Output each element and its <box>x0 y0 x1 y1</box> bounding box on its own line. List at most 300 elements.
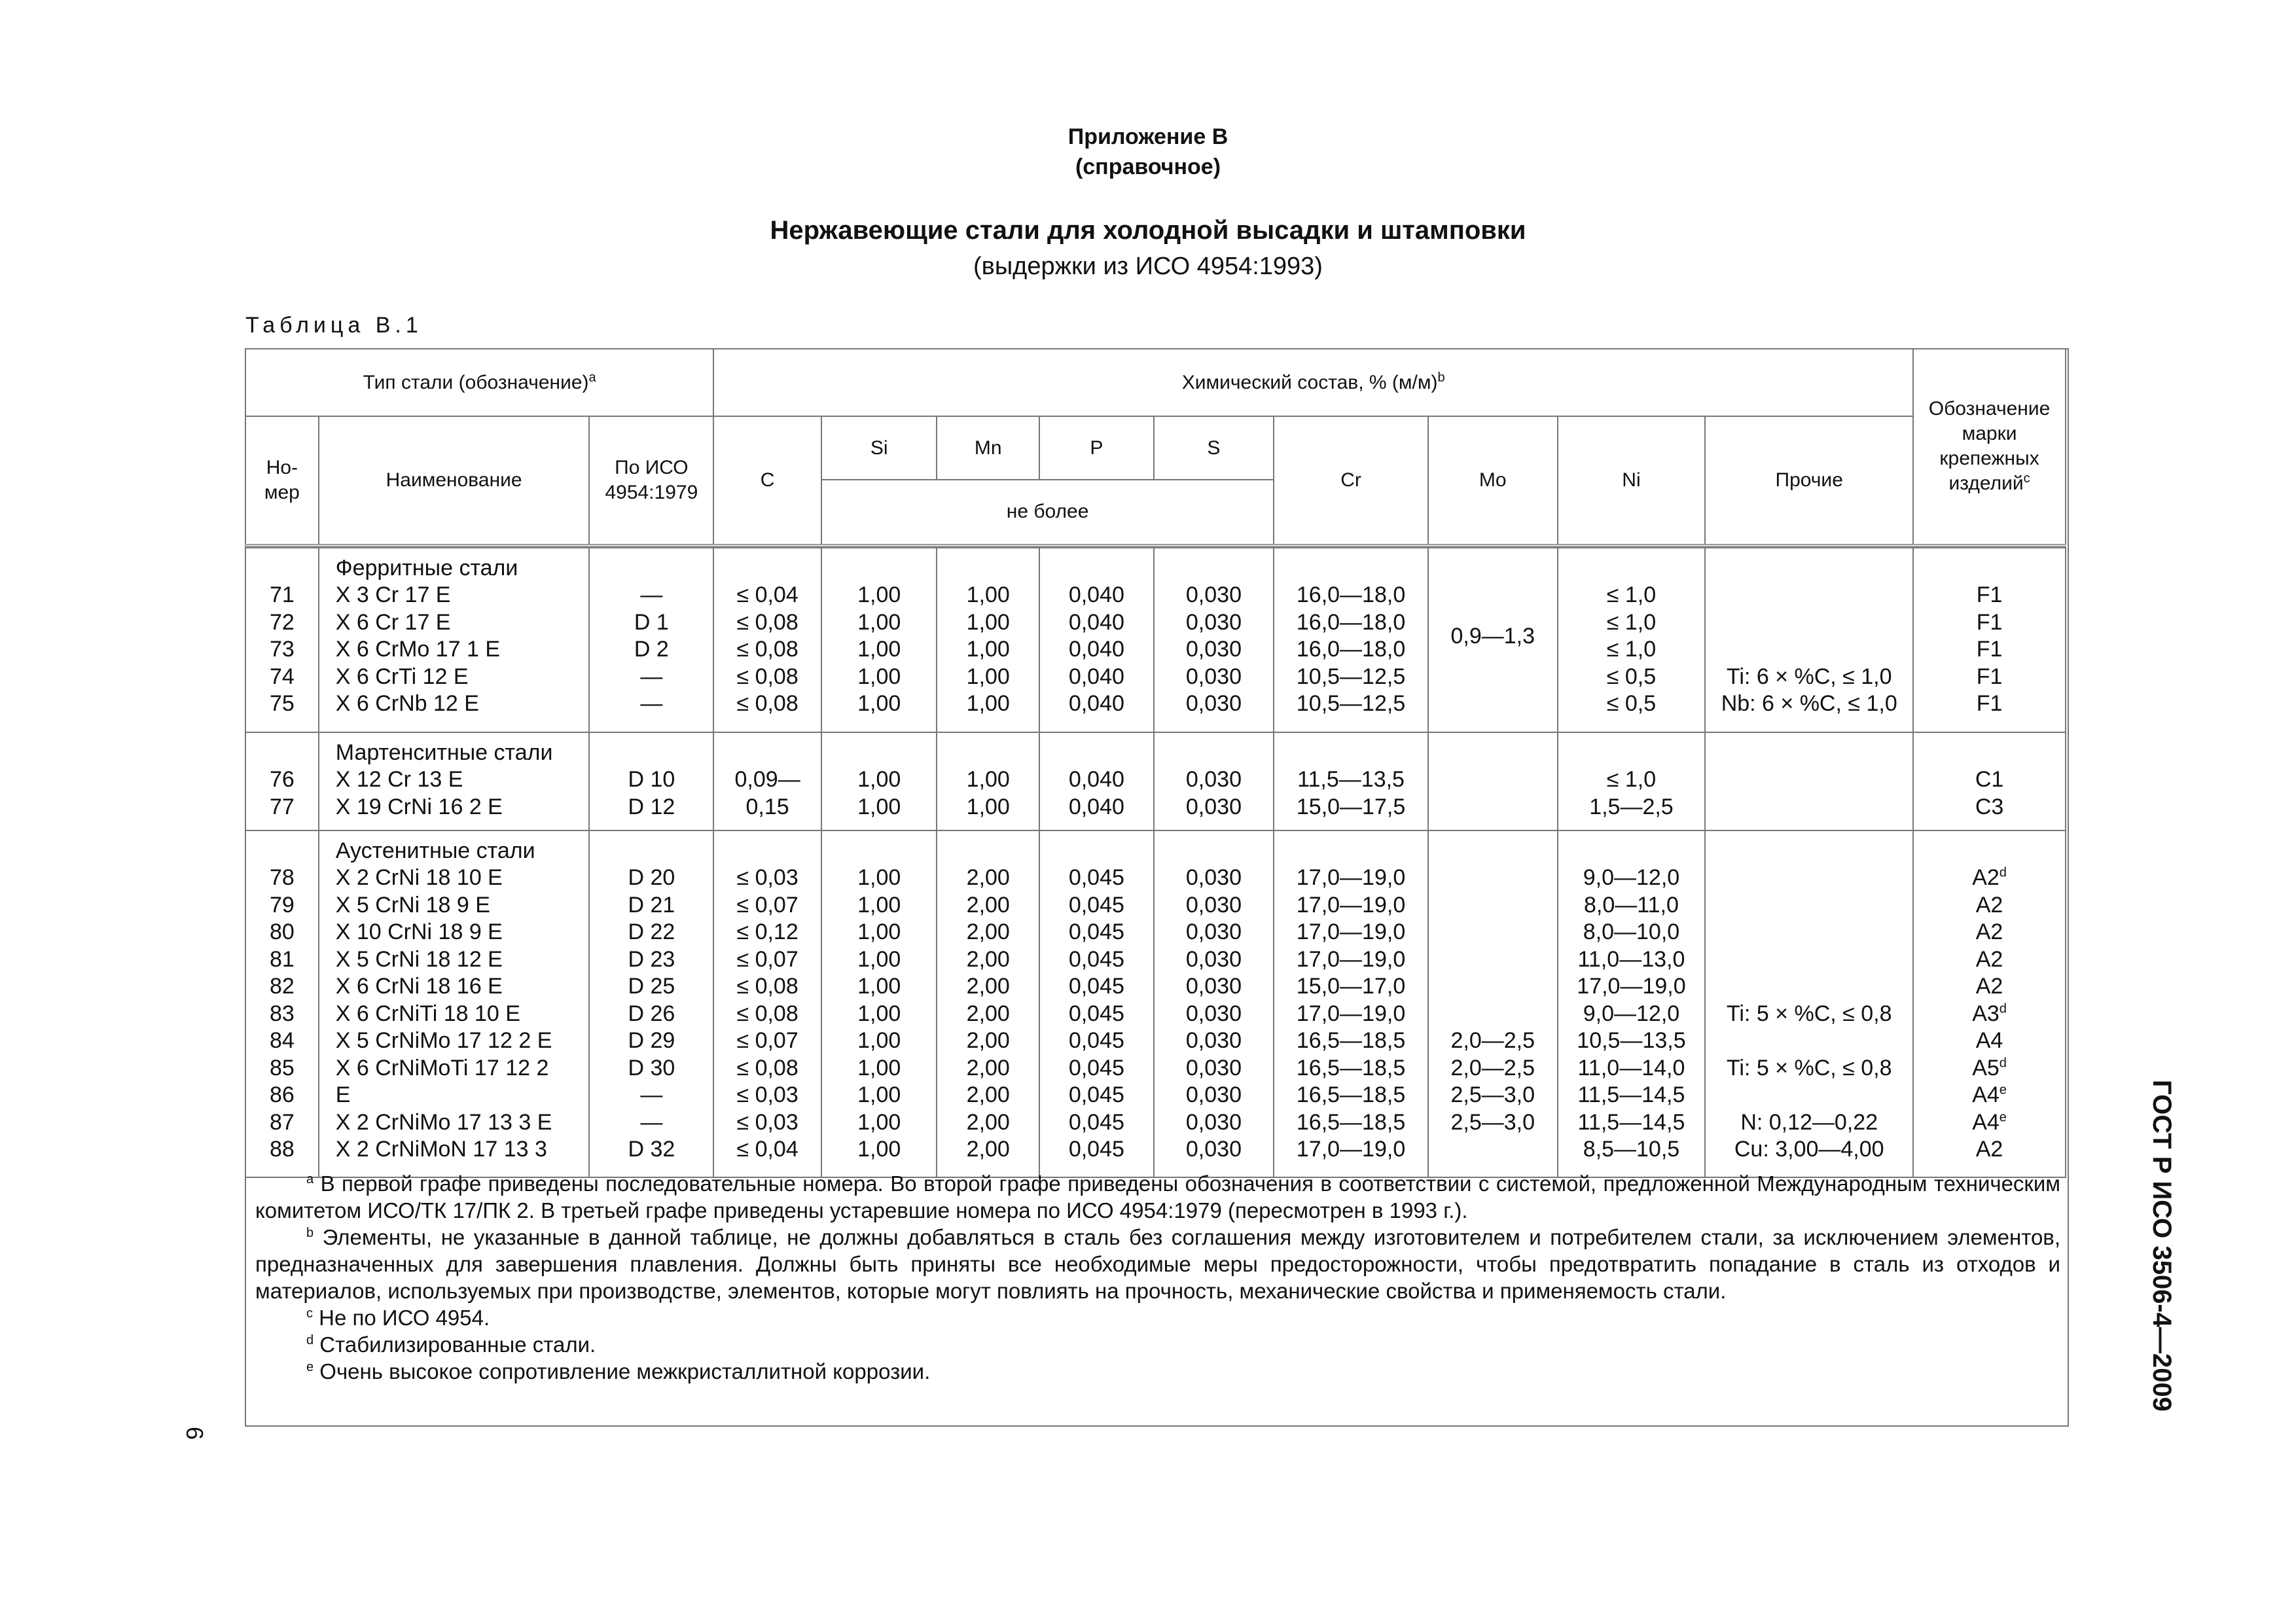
col-cr <box>1274 548 1428 732</box>
cell-mn: 1,00 <box>966 637 1010 662</box>
cell-ni: 10,5—13,5 <box>1577 1028 1686 1053</box>
cell-si: 1,00 <box>857 767 901 792</box>
col-iso <box>589 732 713 830</box>
cell-ni: 11,0—14,0 <box>1577 1055 1685 1080</box>
si-header: Si <box>821 416 937 480</box>
cell-c: ≤ 0,08 <box>736 609 798 635</box>
cell-cr: 16,5—18,5 <box>1296 1082 1406 1107</box>
ni-header: Ni <box>1558 416 1706 545</box>
footnote-text: В первой графе приведены последовательные номера. Во второй графе приведены обозначения в соответствии с системой, предложенной Международным техническим комитетом ИСО/ТК 17/ПК 2. В третьей графе приведены устаревшие номера по ИСО 4954:1979 (пересмотрен в 1993 г.). <box>255 1171 2060 1222</box>
col-mn <box>937 732 1039 830</box>
cell-s: 0,030 <box>1185 892 1242 918</box>
cell-name: E <box>335 1082 351 1107</box>
col-si <box>821 548 937 732</box>
cell-cr: 16,5—18,5 <box>1296 1028 1406 1053</box>
cell-mo <box>1429 892 1557 919</box>
cell-p: 0,040 <box>1068 767 1124 792</box>
document-title: Нержавеющие стали для холодной высадки и штамповки <box>770 216 1526 245</box>
cell-cr: 16,5—18,5 <box>1296 1109 1406 1135</box>
cell-iso: D 22 <box>628 919 675 944</box>
cell-p: 0,045 <box>1068 1055 1124 1080</box>
cell-other <box>1706 766 1912 794</box>
cell-ni: ≤ 1,0 <box>1606 637 1657 662</box>
group-title: Ферритные стали <box>335 555 518 580</box>
cell-other <box>1706 636 1912 664</box>
footnote-mark: e <box>306 1360 314 1374</box>
cell-mn: 2,00 <box>966 946 1010 972</box>
col-cr <box>1274 732 1428 830</box>
cell-p: 0,045 <box>1068 946 1124 972</box>
footnote-mark: a <box>306 1172 314 1186</box>
fastener-mark: A4 <box>1972 1109 2000 1135</box>
cell-mn: 2,00 <box>966 974 1010 999</box>
cell-num: 87 <box>269 1109 295 1135</box>
cell-c: ≤ 0,04 <box>736 1137 798 1162</box>
cell-cr: 15,0—17,0 <box>1296 974 1406 999</box>
cell-other: Nb: 6 × %C, ≤ 1,0 <box>1721 691 1897 716</box>
cell-other: Ti: 5 × %C, ≤ 0,8 <box>1726 1055 1892 1080</box>
cell-s: 0,030 <box>1185 637 1242 662</box>
chem-composition-header: Химический состав, % $(м/м)^b$ <box>713 349 1913 416</box>
fastener-mark: A4 <box>1975 1028 2003 1053</box>
cell-iso: D 26 <box>628 1001 675 1026</box>
cell-s: 0,030 <box>1185 974 1242 999</box>
cell-s: 0,030 <box>1185 664 1242 689</box>
cell-si: 1,00 <box>857 1055 901 1080</box>
cell-p: 0,045 <box>1068 1001 1124 1026</box>
cell-mn: 2,00 <box>966 919 1010 944</box>
iso-header: По ИСО 4954:1979 <box>589 416 713 545</box>
group-row <box>245 732 2066 830</box>
cell-name: X 2 CrNiMo 17 13 3 E <box>335 1109 552 1135</box>
cell-cr: 16,0—18,0 <box>1296 582 1406 607</box>
cell-s: 0,030 <box>1185 609 1242 635</box>
col-s <box>1154 548 1274 732</box>
cell-mo <box>1429 1001 1557 1028</box>
cell-si: 1,00 <box>857 794 901 819</box>
cell-s: 0,030 <box>1185 582 1242 607</box>
cell-mark <box>1914 1082 2065 1109</box>
cell-s: 0,030 <box>1185 946 1242 972</box>
cell-mn: 1,00 <box>966 767 1010 792</box>
cell-name: X 19 CrNi 16 2 E <box>335 794 503 819</box>
steel-type-header: Тип стали (обозначение)$^a$ <box>245 349 713 416</box>
cell-s: 0,030 <box>1185 1082 1242 1107</box>
cell-mn: 1,00 <box>966 691 1010 716</box>
cell-s: 0,030 <box>1185 1109 1242 1135</box>
cell-iso: D 25 <box>628 974 675 999</box>
cell-mark <box>1914 690 2065 718</box>
cell-other <box>1706 946 1912 974</box>
cell-ni: ≤ 0,5 <box>1606 664 1657 689</box>
cell-c: ≤ 0,03 <box>736 1109 798 1135</box>
s-header: S <box>1154 416 1274 480</box>
cell-ni: 11,0—13,0 <box>1577 946 1685 972</box>
cell-other <box>1706 1027 1912 1055</box>
not-more-header: не более <box>821 480 1274 545</box>
cell-cr: 16,5—18,5 <box>1296 1055 1406 1080</box>
cell-name: X 5 CrNiMo 17 12 2 E <box>335 1028 552 1053</box>
cell-p: 0,045 <box>1068 1028 1124 1053</box>
standard-code: ГОСТ Р ИСО 3506-4—2009 <box>2147 1080 2176 1412</box>
cell-c: ≤ 0,08 <box>736 691 798 716</box>
footnote-ref: e <box>1999 1110 2007 1125</box>
cell-name: X 6 CrTi 12 E <box>335 664 469 689</box>
cell-s: 0,030 <box>1185 767 1242 792</box>
cell-num: 86 <box>269 1082 295 1107</box>
cell-c: ≤ 0,08 <box>736 1001 798 1026</box>
cell-num: 85 <box>269 1055 295 1080</box>
col-mark <box>1913 732 2066 830</box>
fastener-mark: A2 <box>1975 946 2003 972</box>
col-mo <box>1428 548 1558 732</box>
cell-p: 0,045 <box>1068 892 1124 918</box>
col-cr <box>1274 830 1428 1177</box>
cell-si: 1,00 <box>857 1137 901 1162</box>
cell-si: 1,00 <box>857 946 901 972</box>
cell-other <box>1706 892 1912 919</box>
cell-num: 82 <box>269 974 295 999</box>
cell-mo <box>1429 766 1557 794</box>
cell-c: ≤ 0,08 <box>736 664 798 689</box>
cell-iso: D 32 <box>628 1137 675 1162</box>
cell-mo <box>1429 946 1557 974</box>
cell-si: 1,00 <box>857 1028 901 1053</box>
fastener-mark: A4 <box>1972 1082 2000 1107</box>
cell-mn: 2,00 <box>966 892 1010 918</box>
col-ni <box>1558 548 1706 732</box>
cell-c: ≤ 0,08 <box>736 974 798 999</box>
col-num <box>245 830 319 1177</box>
name-header: Наименование <box>319 416 590 545</box>
cell-p: 0,045 <box>1068 974 1124 999</box>
cell-iso: D 30 <box>628 1055 675 1080</box>
cell-mark <box>1914 1027 2065 1055</box>
cell-p: 0,045 <box>1068 1082 1124 1107</box>
cell-cr: 17,0—19,0 <box>1296 919 1406 944</box>
cell-p: 0,045 <box>1068 919 1124 944</box>
table-label: Таблица В.1 <box>245 313 423 338</box>
cell-si: 1,00 <box>857 919 901 944</box>
cell-iso: — <box>640 1109 663 1135</box>
fastener-mark: A2 <box>1975 1137 2003 1162</box>
cell-si: 1,00 <box>857 664 901 689</box>
cell-p: 0,040 <box>1068 582 1124 607</box>
cell-iso: D 12 <box>628 794 675 819</box>
cell-si: 1,00 <box>857 892 901 918</box>
cell-other: Ti: 6 × %C, ≤ 1,0 <box>1726 664 1892 689</box>
cell-other: Ti: 5 × %C, ≤ 0,8 <box>1726 1001 1892 1026</box>
col-mark <box>1913 548 2066 732</box>
cell-ni: 1,5—2,5 <box>1589 794 1674 819</box>
cell-name: X 5 CrNi 18 12 E <box>335 946 503 972</box>
cell-mo: 0,9—1,3 <box>1450 623 1535 649</box>
cell-c: 0,15 <box>745 794 789 819</box>
cell-cr: 17,0—19,0 <box>1296 892 1406 918</box>
footnote-text: Стабилизированные стали. <box>314 1332 596 1357</box>
col-mo <box>1428 732 1558 830</box>
cell-name: X 3 Cr 17 E <box>335 582 451 607</box>
cr-header: Cr <box>1274 416 1428 545</box>
group-title: Мартенситные стали <box>335 740 553 765</box>
cell-iso: — <box>640 1082 663 1107</box>
cell-si: 1,00 <box>857 1082 901 1107</box>
col-name <box>319 548 590 732</box>
document-subtitle: (выдержки из ИСО 4954:1993) <box>973 253 1323 280</box>
cell-mark <box>1914 636 2065 664</box>
mn-header: Mn <box>937 416 1039 480</box>
cell-p: 0,045 <box>1068 1137 1124 1162</box>
cell-mark <box>1914 582 2065 609</box>
cell-mo <box>1429 973 1557 1001</box>
cell-ni: 11,5—14,5 <box>1577 1082 1685 1107</box>
fastener-mark: A2 <box>1972 865 2000 890</box>
col-name <box>319 830 590 1177</box>
col-other <box>1705 830 1913 1177</box>
cell-name: X 5 CrNi 18 9 E <box>335 892 490 918</box>
cell-mark <box>1914 609 2065 637</box>
cell-num: 77 <box>269 794 295 819</box>
cell-c: ≤ 0,08 <box>736 1055 798 1080</box>
appendix-note: (справочное) <box>1075 154 1221 179</box>
footnote <box>255 1304 2060 1331</box>
cell-name: X 6 CrMo 17 1 E <box>335 637 501 662</box>
footnote <box>255 1358 2060 1385</box>
cell-ni: 11,5—14,5 <box>1577 1109 1685 1135</box>
cell-p: 0,045 <box>1068 1109 1124 1135</box>
col-num <box>245 548 319 732</box>
cell-p: 0,040 <box>1068 664 1124 689</box>
cell-other <box>1706 609 1912 637</box>
cell-cr: 17,0—19,0 <box>1296 1137 1406 1162</box>
cell-ni: ≤ 1,0 <box>1606 582 1657 607</box>
cell-si: 1,00 <box>857 865 901 890</box>
cell-si: 1,00 <box>857 609 901 635</box>
page-number: 6 <box>181 1427 208 1440</box>
cell-mo: 2,5—3,0 <box>1450 1082 1535 1107</box>
col-p <box>1039 548 1154 732</box>
cell-c: ≤ 0,07 <box>736 1028 798 1053</box>
cell-c: ≤ 0,04 <box>736 582 798 607</box>
fastener-mark: A2 <box>1975 892 2003 918</box>
cell-s: 0,030 <box>1185 794 1242 819</box>
cell-mo <box>1429 1136 1557 1164</box>
cell-num: 71 <box>269 582 295 607</box>
cell-iso: D 2 <box>634 637 669 662</box>
cell-ni: 9,0—12,0 <box>1583 865 1680 890</box>
cell-mn: 1,00 <box>966 664 1010 689</box>
footnote-mark: d <box>306 1333 314 1347</box>
cell-ni: 8,5—10,5 <box>1583 1137 1680 1162</box>
cell-other <box>1706 582 1912 609</box>
cell-num: 73 <box>269 637 295 662</box>
cell-si: 1,00 <box>857 1001 901 1026</box>
cell-si: 1,00 <box>857 582 901 607</box>
cell-p: 0,040 <box>1068 609 1124 635</box>
cell-s: 0,030 <box>1185 1028 1242 1053</box>
cell-c: ≤ 0,07 <box>736 892 798 918</box>
cell-iso: D 20 <box>628 865 675 890</box>
cell-iso: D 29 <box>628 1028 675 1053</box>
footnote-text: Не по ИСО 4954. <box>313 1306 490 1330</box>
cell-cr: 16,0—18,0 <box>1296 637 1406 662</box>
cell-other <box>1706 919 1912 946</box>
group-row <box>245 830 2066 1177</box>
cell-other: N: 0,12—0,22 <box>1740 1109 1878 1135</box>
steel-table-grid <box>245 348 2066 1178</box>
cell-s: 0,030 <box>1185 1001 1242 1026</box>
footnote-ref: d <box>1999 1056 2007 1071</box>
cell-name: X 12 Cr 13 E <box>335 767 463 792</box>
footnote-ref: d <box>1999 1001 2007 1016</box>
cell-num: 81 <box>269 946 295 972</box>
cell-name: X 6 CrNiTi 18 10 E <box>335 1001 520 1026</box>
cell-cr: 17,0—19,0 <box>1296 1001 1406 1026</box>
cell-mo <box>1429 919 1557 946</box>
cell-name: X 2 CrNi 18 10 E <box>335 865 503 890</box>
footnote <box>255 1170 2060 1224</box>
cell-mn: 2,00 <box>966 1082 1010 1107</box>
cell-num: 88 <box>269 1137 295 1162</box>
cell-cr: 10,5—12,5 <box>1296 691 1406 716</box>
cell-name: X 6 Cr 17 E <box>335 609 451 635</box>
cell-c: ≤ 0,03 <box>736 1082 798 1107</box>
cell-mark <box>1914 973 2065 1001</box>
cell-num: 74 <box>269 664 295 689</box>
cell-ni: 8,0—10,0 <box>1583 919 1680 944</box>
cell-other <box>1706 1082 1912 1109</box>
cell-s: 0,030 <box>1185 691 1242 716</box>
fastener-mark: F1 <box>1976 691 2003 716</box>
cell-p: 0,040 <box>1068 691 1124 716</box>
cell-mn: 2,00 <box>966 1137 1010 1162</box>
cell-other <box>1706 865 1912 892</box>
cell-mn: 2,00 <box>966 1055 1010 1080</box>
fastener-mark: F1 <box>1976 637 2003 662</box>
cell-num: 72 <box>269 609 295 635</box>
cell-num: 79 <box>269 892 295 918</box>
cell-iso: D 1 <box>634 609 669 635</box>
cell-c: ≤ 0,08 <box>736 637 798 662</box>
cell-si: 1,00 <box>857 974 901 999</box>
footnote-mark: c <box>306 1306 313 1321</box>
cell-mark <box>1914 794 2065 821</box>
cell-other <box>1706 794 1912 821</box>
col-c <box>713 548 821 732</box>
group-title: Аустенитные стали <box>335 838 535 863</box>
cell-si: 1,00 <box>857 1109 901 1135</box>
fastener-mark: C3 <box>1975 794 2004 819</box>
cell-iso: D 23 <box>628 946 675 972</box>
cell-cr: 17,0—19,0 <box>1296 946 1406 972</box>
cell-mark <box>1914 865 2065 892</box>
fastener-mark: A5 <box>1972 1055 2000 1080</box>
cell-c: ≤ 0,12 <box>736 919 798 944</box>
col-mo <box>1428 830 1558 1177</box>
cell-mn: 2,00 <box>966 1109 1010 1135</box>
cell-c: ≤ 0,07 <box>736 946 798 972</box>
fastener-mark: F1 <box>1976 609 2003 635</box>
cell-mn: 1,00 <box>966 794 1010 819</box>
fastener-mark: F1 <box>1976 664 2003 689</box>
footnotes <box>246 1170 2062 1385</box>
col-mn <box>937 830 1039 1177</box>
cell-c: 0,09— <box>734 767 800 792</box>
cell-iso: D 21 <box>628 892 675 918</box>
cell-ni: 9,0—12,0 <box>1583 1001 1680 1026</box>
cell-cr: 17,0—19,0 <box>1296 865 1406 890</box>
cell-si: 1,00 <box>857 691 901 716</box>
footnote-ref: e <box>1999 1082 2007 1097</box>
cell-ni: ≤ 1,0 <box>1606 767 1657 792</box>
cell-p: 0,040 <box>1068 794 1124 819</box>
cell-num: 78 <box>269 865 295 890</box>
p-header: P <box>1039 416 1154 480</box>
cell-num: 80 <box>269 919 295 944</box>
col-p <box>1039 732 1154 830</box>
cell-ni: ≤ 0,5 <box>1606 691 1657 716</box>
cell-name: X 6 CrNb 12 E <box>335 691 479 716</box>
cell-num: 83 <box>269 1001 295 1026</box>
col-mark <box>1913 830 2066 1177</box>
footnote <box>255 1224 2060 1304</box>
cell-mark <box>1914 1109 2065 1137</box>
cell-mn: 1,00 <box>966 609 1010 635</box>
cell-ni: 17,0—19,0 <box>1577 974 1686 999</box>
col-iso <box>589 548 713 732</box>
cell-mark <box>1914 664 2065 691</box>
cell-iso: — <box>640 582 663 607</box>
cell-s: 0,030 <box>1185 1137 1242 1162</box>
col-other <box>1705 732 1913 830</box>
footnote-mark: b <box>306 1226 314 1240</box>
appendix-title: Приложение В <box>1067 124 1229 149</box>
cell-mn: 2,00 <box>966 1001 1010 1026</box>
cell-cr: 10,5—12,5 <box>1296 664 1406 689</box>
cell-s: 0,030 <box>1185 1055 1242 1080</box>
cell-mo <box>1429 794 1557 821</box>
cell-cr: 16,0—18,0 <box>1296 609 1406 635</box>
col-name <box>319 732 590 830</box>
cell-iso: — <box>640 664 663 689</box>
col-si <box>821 830 937 1177</box>
fastener-mark: A2 <box>1975 919 2003 944</box>
cell-c: ≤ 0,03 <box>736 865 798 890</box>
cell-mo: 2,0—2,5 <box>1450 1055 1535 1080</box>
cell-s: 0,030 <box>1185 865 1242 890</box>
cell-name: X 6 CrNiMoTi 17 12 2 <box>335 1055 549 1080</box>
cell-num: 76 <box>269 767 295 792</box>
cell-mark <box>1914 919 2065 946</box>
cell-name: X 2 CrNiMoN 17 13 3 <box>335 1137 547 1162</box>
c-header: C <box>713 416 821 545</box>
group-row <box>245 548 2066 732</box>
col-c <box>713 732 821 830</box>
cell-p: 0,045 <box>1068 865 1124 890</box>
cell-mn: 2,00 <box>966 865 1010 890</box>
cell-mark <box>1914 766 2065 794</box>
cell-mn: 1,00 <box>966 582 1010 607</box>
cell-mark <box>1914 1001 2065 1028</box>
fastener-mark-header: Обозначение марки крепежных изделий$^c$ <box>1913 349 2066 545</box>
cell-ni: ≤ 1,0 <box>1606 609 1657 635</box>
fastener-mark: F1 <box>1976 582 2003 607</box>
footnote-ref: d <box>1999 865 2007 880</box>
cell-ni: 8,0—11,0 <box>1584 892 1679 918</box>
col-si <box>821 732 937 830</box>
cell-other: Cu: 3,00—4,00 <box>1734 1137 1884 1162</box>
cell-num: 75 <box>269 691 295 716</box>
